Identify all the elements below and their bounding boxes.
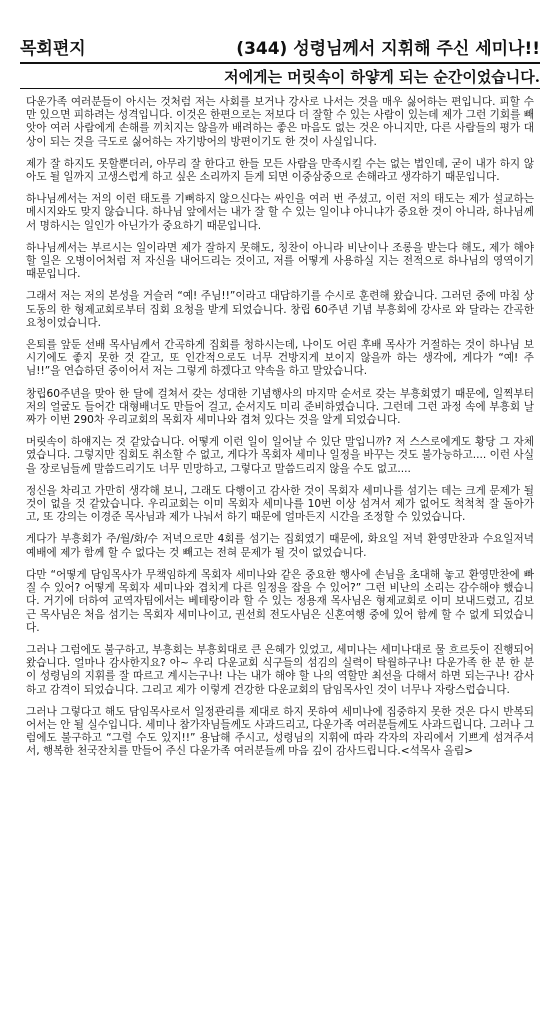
paragraph: 그러나 그럼에도 불구하고, 부흥회는 부흥회대로 큰 은혜가 있었고, 세미나는 세미나대로 물 흐르듯이 진행되어 왔습니다. 얼마나 감사한지요? 아~ 우리 다운교회 식구들의 섬김의 실력이 탁월하구나! 다운가족 한 분 한 분이 성령님의 지휘를 잘 따르고 계시는구나! 나는 내가 해야 할 나의 역할만 최선을 다해서 하면 되는구나! 감사하고 감격이 되었습니다. 그리고 제가 이렇게 건강한 다운교회의 담임목사인 것이 너무나 자랑스럽습니다. xyxy=(26,643,534,696)
letter-body xyxy=(26,96,534,768)
letter-subtitle: 저에게는 머릿속이 하얗게 되는 순간이었습니다. xyxy=(224,68,540,86)
paragraph: 하나님께서는 부르시는 일이라면 제가 잘하지 못해도, 칭찬이 아니라 비난이나 조롱을 받는다 해도, 제가 해야 할 일은 오병이어처럼 저 자신을 내어드리는 것이고, 저를 어떻게 사용하실 지는 전적으로 하나님의 영역이기 때문입니다. xyxy=(26,241,534,281)
section-label: 목회편지 xyxy=(20,39,86,59)
paragraph: 다운가족 여러분들이 아시는 것처럼 저는 사회를 보거나 강사로 나서는 것을 매우 싫어하는 편입니다. 피할 수만 있으면 피하려는 성격입니다. 이것은 한편으로는 저보다 더 잘할 수 있는 사람이 있는데 제가 그런 기회를 빼앗아 여러 사람에게 손해를 끼치지는 않을까 배려하는 좋은 마음도 없는 것은 아니지만, 다른 사람들의 평가 대상이 되는 것을 극도로 싫어하는 자기방어의 방편이기도 한 것이 사실입니다. xyxy=(26,96,534,148)
paragraph: 창립60주년을 맞아 한 달에 걸쳐서 갖는 성대한 기념행사의 마지막 순서로 갖는 부흥회였기 때문에, 일찍부터 저의 얼굴도 들어간 대형배너도 만들어 걸고, 순서지도 미리 준비하였습니다. 그런데 그런 과정 속에 부흥회 날짜가 이번 290차 우리교회의 목회자 세미나와 겹쳐 있다는 것을 알게 되었습니다. xyxy=(26,387,534,427)
paragraph: 다만 “어떻게 담임목사가 무책임하게 목회자 세미나와 같은 중요한 행사에 손님을 초대해 놓고 환영만찬에 빠질 수 있어? 어떻게 목회자 세미나와 겹치게 다른 일정을 잡을 수 있어?” 그런 비난의 소리는 감수해야 했습니다. 거기에 더하여 교역자팀에서는 베테랑이라 할 수 있는 정용재 목사님은 형제교회로 이미 보내드렸고, 김보근 목사님은 처음 섬기는 목회자 세미나이고, 권선희 전도사님은 신혼여행 중에 있어 함께 할 수 없게 되었습니다. xyxy=(26,568,534,634)
paragraph: 게다가 부흥회가 주/월/화/수 저녁으로만 4회를 섬기는 집회였기 때문에, 화요일 저녁 환영만찬과 수요일저녁 예배에 제가 함께 할 수 없다는 것 빼고는 전혀 문제가 될 것이 없었습니다. xyxy=(26,533,534,559)
letter-title: (344) 성령님께서 지휘해 주신 세미나!! xyxy=(236,39,540,59)
title-divider xyxy=(20,62,540,64)
subtitle-divider xyxy=(20,88,540,89)
paragraph: 정신을 차리고 가만히 생각해 보니, 그래도 다행이고 감사한 것이 목회자 세미나를 섬기는 데는 크게 문제가 될 것이 없을 것 같았습니다. 우리교회는 이미 목회자 세미나를 10번 이상 섬겨서 제가 없어도 척척척 잘 돌아가고, 또 강의는 이경준 목사님과 제가 나눠서 하기 때문에 얼마든지 시간을 조정할 수 있었습니다. xyxy=(26,484,534,524)
paragraph: 그러나 그렇다고 해도 담임목사로서 일정관리를 제대로 하지 못하여 세미나에 집중하지 못한 것은 다시 반복되어서는 안 될 실수입니다. 세미나 참가자님들께도 사과드리고, 다운가족 여러분들께도 사과드립니다. 그러나 그럼에도 불구하고 “그럴 수도 있지!!” 용납해 주시고, 성령님의 지휘에 따라 각자의 자리에서 기쁘게 섬겨주셔서, 행복한 천국잔치를 만들어 주신 다운가족 여러분들께 마음 깊이 감사드립니다.<석목사 올림> xyxy=(26,705,534,758)
letter-header xyxy=(20,34,540,60)
paragraph: 머릿속이 하얘지는 것 같았습니다. 어떻게 이런 일이 일어날 수 있단 말입니까? 저 스스로에게도 황당 그 자체였습니다. 그렇지만 집회도 취소할 수 없고, 게다가 목회자 세미나 일정을 바꾸는 것도 불가능하고.... 이런 사실을 장로님들께 말씀드리기도 너무 민망하고, 그렇다고 말씀드리지 않을 수도 없고.... xyxy=(26,436,534,475)
paragraph: 그래서 저는 저의 본성을 거슬러 “예! 주님!!”이라고 대답하기를 수시로 훈련해 왔습니다. 그러던 중에 마침 상도동의 한 형제교회로부터 집회 요청을 받게 되었습니다. 창립 60주년 기념 부흥회에 강사로 와 달라는 간곡한 요청이었습니다. xyxy=(26,290,535,329)
paragraph: 하나님께서는 저의 이런 태도를 기뻐하지 않으신다는 싸인을 여러 번 주셨고, 이런 저의 태도는 제가 설교하는 메시지와도 맞지 않습니다. 하나님 앞에서는 내가 잘 할 수 있는 일이냐 아니냐가 중요한 것이 아니라, 하나님께서 명하시는 일인가 아닌가가 중요하기 때문입니다. xyxy=(26,193,534,232)
paragraph: 은퇴를 앞둔 선배 목사님께서 간곡하게 집회를 청하시는데, 나이도 어린 후배 목사가 거절하는 것이 하나님 보시기에도 좋지 못한 것 같고, 또 인간적으로도 너무 건방지게 보이지 않을까 하는 생각에, 게다가 “예! 주님!!”을 연습하던 중이어서 저는 그렇게 하겠다고 약속을 하고 말았습니다. xyxy=(26,339,534,378)
paragraph: 제가 잘 하지도 못할뿐더러, 아무리 잘 한다고 한들 모든 사람을 만족시킬 수는 없는 법인데, 굳이 내가 하지 않아도 될 일까지 고생스럽게 하고 싶은 소리까지 듣게 되면 이중삼중으로 손해라고 생각하기 때문입니다. xyxy=(26,157,534,184)
